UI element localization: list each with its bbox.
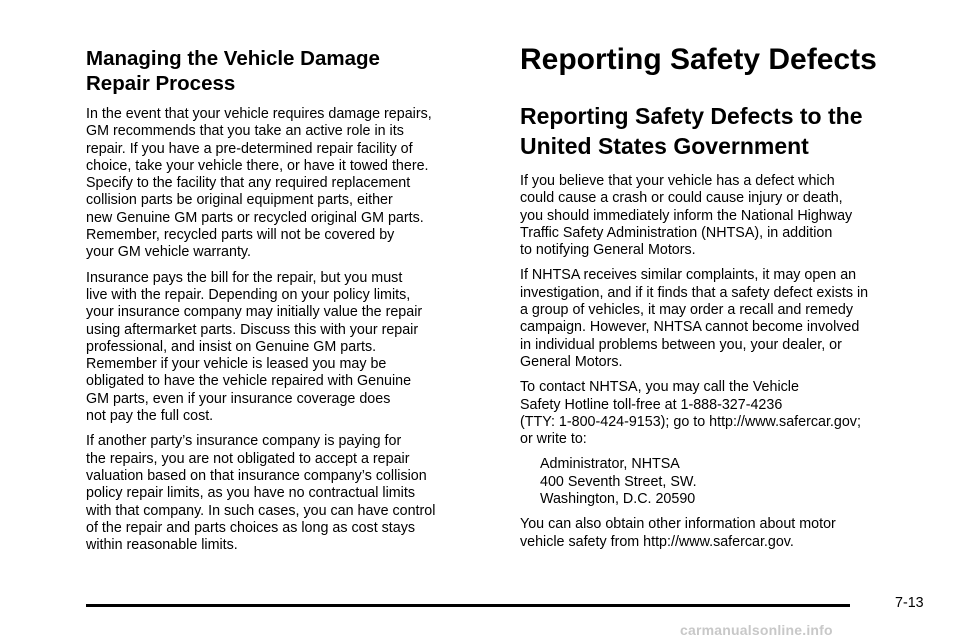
heading-line: Repair Process	[86, 72, 236, 95]
page-number: 7-13	[895, 595, 924, 611]
paragraph-insurance: Insurance pays the bill for the repair, but you must live with the repair. Depending on your policy limits, your insurance company may initially value the repair using aftermarket parts. Discuss this with your repair professional, and insist on Genuine GM parts. Remember if your vehicle is leased you may be obligated to have the vehicle repaired with Genuine GM parts, even if your insurance coverage does not pay the full cost.	[86, 269, 423, 425]
mailing-address: Administrator, NHTSA 400 Seventh Street, SW. Washington, D.C. 20590	[540, 456, 697, 508]
paragraph-believe-defect: If you believe that your vehicle has a defect which could cause a crash or could cause injury or death, you should immediately inform the National Highway Traffic Safety Administration (NHTSA), in addition to notifying General Motors.	[520, 173, 853, 259]
heading-line: Managing the Vehicle Damage	[86, 47, 380, 70]
heading-line: United States Government	[520, 133, 809, 159]
heading-line: Reporting Safety Defects to the	[520, 103, 863, 129]
paragraph-contact-nhtsa: To contact NHTSA, you may call the Vehicle Safety Hotline toll-free at 1-888-327-4236 (TTY: 1-800-424-9153); go to http://www.safercar.gov; or write to:	[520, 379, 861, 448]
right-column	[520, 0, 930, 559]
section-heading-us-government	[520, 101, 930, 161]
left-column	[86, 0, 490, 562]
paragraph-another-party: If another party’s insurance company is paying for the repairs, you are not obligated to accept a repair valuation based on that insurance company’s collision policy repair limits, as you have no contractual limits with that company. In such cases, you can have control of the repair and parts choices as long as cost stays within reasonable limits.	[86, 433, 436, 554]
paragraph-damage-repairs: In the event that your vehicle requires damage repairs, GM recommends that you take an active role in its repair. If you have a pre-determined repair facility of choice, take your vehicle there, or have it towed there. Specify to the facility that any required replacement collision parts be original equipment parts, either new Genuine GM parts or recycled original GM parts. Remember, recycled parts will not be covered by your GM vehicle warranty.	[86, 106, 432, 261]
footer-rule	[86, 604, 850, 607]
page-title: Reporting Safety Defects	[520, 43, 877, 76]
paragraph-nhtsa-complaints: If NHTSA receives similar complaints, it may open an investigation, and if it finds that a safety defect exists in a group of vehicles, it may order a recall and remedy campaign. However, NHTSA cannot become involved in individual problems between you, your dealer, or General Motors.	[520, 267, 869, 370]
watermark: carmanualsonline.info	[680, 622, 833, 638]
section-heading-damage-repair	[86, 46, 490, 96]
paragraph-closing: You can also obtain other information about motor vehicle safety from http://www.safercar.gov.	[520, 516, 836, 550]
